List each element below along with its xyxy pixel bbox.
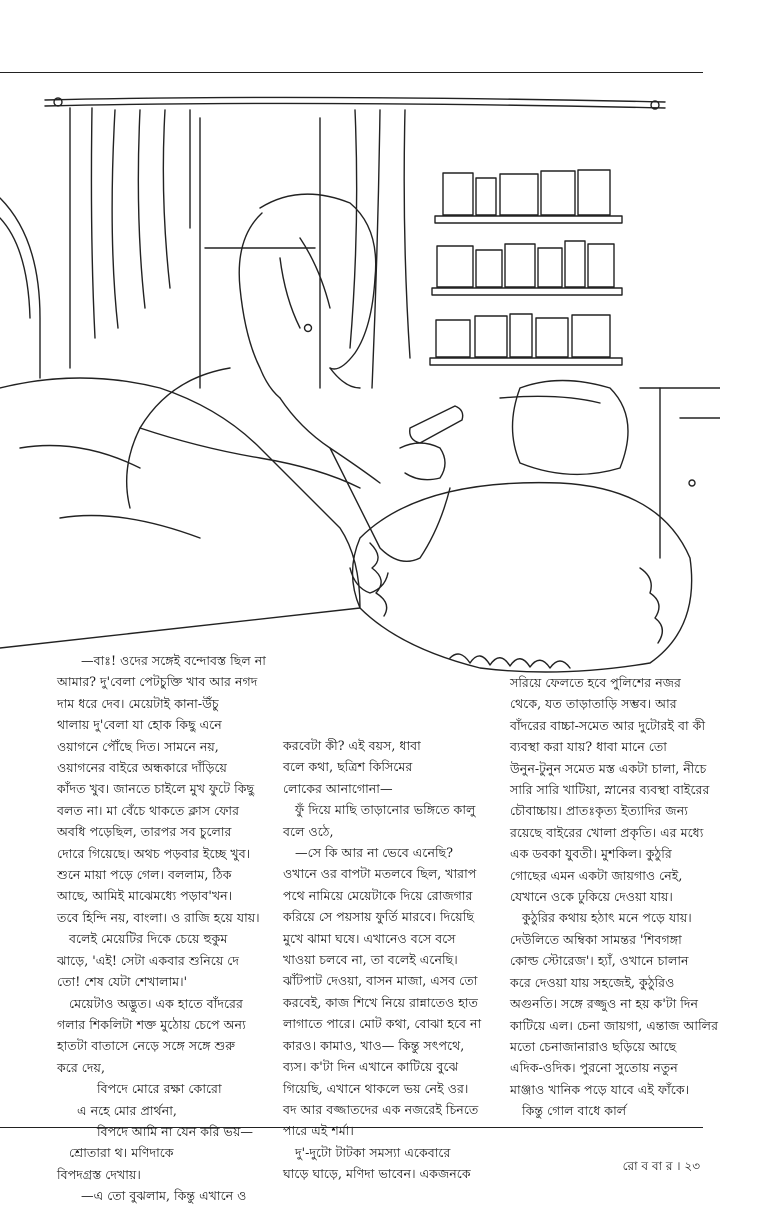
text-column-2 [283, 735, 481, 1185]
paragraph-line: মাঞ্জাও খানিক পড়ে যাবে এই ফাঁকে। [510, 1081, 690, 1097]
paragraph-line: বলে কথা, ছত্রিশ কিসিমের [283, 759, 413, 775]
paragraph-line: বদ আর বজ্জাতদের এক নজরেই চিনতে [283, 1101, 479, 1117]
paragraph-line: বাঁদরের বাচ্চা-সমেত আর দুটোরই বা কী [510, 717, 706, 733]
paragraph-line: গিয়েছি, এখানে থাকলে ভয় নেই ওর। [283, 1080, 469, 1096]
paragraph-line: ওয়াগনের বাইরে অন্ধকারে দাঁড়িয়ে [57, 760, 227, 776]
paragraph-line: পথে নামিয়ে মেয়েটাকে দিয়ে রোজগার [283, 887, 473, 903]
paragraph-line: —সে কি আর না ভেবে এনেছি? [283, 845, 453, 861]
paragraph-line: সারি সারি খাটিয়া, স্নানের ব্যবস্থা বাইরের [510, 782, 710, 798]
paragraph-line: থালায় দু'বেলা যা হোক কিছু এনে [57, 717, 222, 733]
paragraph-line: তবে হিন্দি নয়, বাংলা। ও রাজি হয়ে যায়। [57, 909, 260, 925]
poem-line: বিপদে আমি না যেন করি ভয়— [57, 1123, 253, 1139]
paragraph-line: আছে, আমিই মাঝেমধ্যে পড়াব'খন। [57, 888, 233, 904]
paragraph-line: হাতটা বাতাসে নেড়ে সঙ্গে সঙ্গে শুরু [57, 1038, 236, 1054]
paragraph-line: মতো চেনাজানারাও ছড়িয়ে আছে [510, 1038, 677, 1054]
paragraph-line: শ্রোতারা থ। মণিদাকে [57, 1145, 174, 1161]
paragraph-line: পারে এই শর্মা। [283, 1123, 354, 1139]
poem-line: এ নহে মোর প্রার্থনা, [57, 1102, 177, 1118]
paragraph-line: গোছের এমন একটা জায়গাও নেই, [510, 867, 683, 883]
paragraph-line: করিয়ে সে পয়সায় ফুর্তি মারবে। দিয়েছি [283, 909, 474, 925]
paragraph-line: সরিয়ে ফেলতে হবে পুলিশের নজর [510, 675, 681, 690]
paragraph-line: খাওয়া চলবে না, তা বলেই এনেছি। [283, 952, 458, 968]
paragraph-line: কুঠুরির কথায় হঠাৎ মনে পড়ে যায়। [510, 910, 692, 926]
paragraph-line: ঝাঁটপাট দেওয়া, বাসন মাজা, এসব তো [283, 973, 478, 989]
paragraph-line: আমার? দু'বেলা পেটচুক্তি খাব আর নগদ [57, 674, 258, 690]
paragraph-line: মেয়েটাও অদ্ভুত। এক হাতে বাঁদরের [57, 995, 243, 1011]
paragraph-line: লোকের আনাগোনা— [283, 780, 393, 796]
paragraph-line: —বাঃ! ওদের সঙ্গেই বন্দোবস্ত ছিল না [57, 653, 266, 668]
paragraph-line: কাঁদত খুব। জানতে চাইলে মুখ ফুটে কিছু [57, 781, 255, 797]
paragraph-line: রয়েছে বাইরের খোলা প্রকৃতি। এর মধ্যে [510, 824, 704, 840]
paragraph-line: কাটিয়ে এল। চেনা জায়গা, এন্তাজ আলির [510, 1017, 718, 1033]
paragraph-line: করবেটা কী? এই বয়স, ধাবা [283, 738, 421, 753]
poem-line: বিপদে মোরে রক্ষা কোরো [57, 1081, 222, 1097]
paragraph-line: করে দেওয়া যায় সহজেই, কুঠুরিও [510, 974, 675, 990]
paragraph-line: অগুনতি। সঙ্গে রজ্জুও না হয় ক'টা দিন [510, 996, 699, 1012]
paragraph-line: অবধি পড়েছিল, তারপর সব চুলোর [57, 824, 232, 840]
paragraph-line: কোল্ড স্টোরেজ'। হ্যাঁ, ওখানে চালান [510, 953, 689, 969]
paragraph-line: ব্যস। ক'টা দিন এখানে কাটিয়ে বুঝে [283, 1059, 459, 1075]
paragraph-line: করবেই, কাজ শিখে নিয়ে রান্নাতেও হাত [283, 994, 479, 1010]
paragraph-line: দেউলিতে অম্বিকা সামন্তর 'শিবগঙ্গা [510, 931, 682, 947]
paragraph-line: দু'-দুটো টাটকা সমস্যা একেবারে [283, 1144, 451, 1160]
paragraph-line: ঘাড়ে ঘাড়ে, মণিদা ভাবেন। একজনকে [283, 1166, 471, 1182]
paragraph-line: বিপদগ্রস্ত দেখায়। [57, 1166, 141, 1182]
paragraph-line: করে দেয়, [57, 1059, 105, 1075]
paragraph-line: ওয়াগনে পৌঁছে দিত। সামনে নয়, [57, 738, 219, 754]
text-column-1 [57, 650, 266, 1207]
paragraph-line: বলত না। মা বেঁচে থাকতে ক্লাস ফোর [57, 802, 240, 818]
paragraph-line: ঝাড়ে, 'এই! সেটা একবার শুনিয়ে দে [57, 952, 239, 968]
woman-reading-phone-illustration [0, 88, 720, 678]
paragraph-line: কারও। কামাও, খাও— কিন্তু সৎপথে, [283, 1037, 465, 1053]
paragraph-line: চৌবাচ্চায়। প্রাতঃকৃত্য ইত্যাদির জন্য [510, 803, 688, 819]
paragraph-line: এদিক-ওদিক। পুরনো সুতোয় নতুন [510, 1060, 678, 1076]
paragraph-line: শুনে মায়া পড়ে গেল। বললাম, ঠিক [57, 867, 232, 883]
text-column-3 [510, 672, 718, 1122]
paragraph-line: এক ডবকা যুবতী। মুশকিল। কুঠুরি [510, 846, 672, 862]
paragraph-line: কিন্তু গোল বাধে কার্ল [510, 1103, 627, 1119]
paragraph-line: দাম ধরে দেব। মেয়েটাই কানা-উঁচু [57, 695, 219, 711]
paragraph-line: তো! শেষ যেটা শেখালাম।' [57, 974, 188, 990]
paragraph-line: ওখানে ওর বাপটা মতলবে ছিল, খারাপ [283, 866, 477, 882]
paragraph-line: মুখে ঝামা ঘষে। এখানেও বসে বসে [283, 930, 456, 946]
footer-rule [0, 1127, 703, 1128]
paragraph-line: যেখানে ওকে ঢুকিয়ে দেওয়া যায়। [510, 889, 673, 905]
paragraph-line: ফুঁ দিয়ে মাছি তাড়ানোর ভঙ্গিতে কালু [283, 802, 476, 818]
page-folio: রো ব বা র । ২৩ [622, 1159, 700, 1173]
paragraph-line: বলেই মেয়েটির দিকে চেয়ে হুকুম [57, 931, 228, 947]
paragraph-line: ব্যবস্থা করা যায়? ধাবা মানে তো [510, 739, 667, 755]
paragraph-line: দোরে গিয়েছে। অথচ পড়বার ইচ্ছে খুব। [57, 845, 251, 861]
paragraph-line: গলার শিকলিটা শক্ত মুঠোয় চেপে অন্য [57, 1016, 246, 1032]
paragraph-line: উনুন-টুনুন সমেত মস্ত একটা চালা, নীচে [510, 760, 707, 776]
header-rule [0, 72, 703, 73]
paragraph-line: —এ তো বুঝলাম, কিন্তু এখানে ও [57, 1188, 247, 1204]
paragraph-line: লাগাতে পারে। মোট কথা, বোঝা হবে না [283, 1016, 482, 1032]
paragraph-line: বলে ওঠে, [283, 823, 334, 839]
paragraph-line: থেকে, যত তাড়াতাড়ি সম্ভব। আর [510, 696, 677, 712]
